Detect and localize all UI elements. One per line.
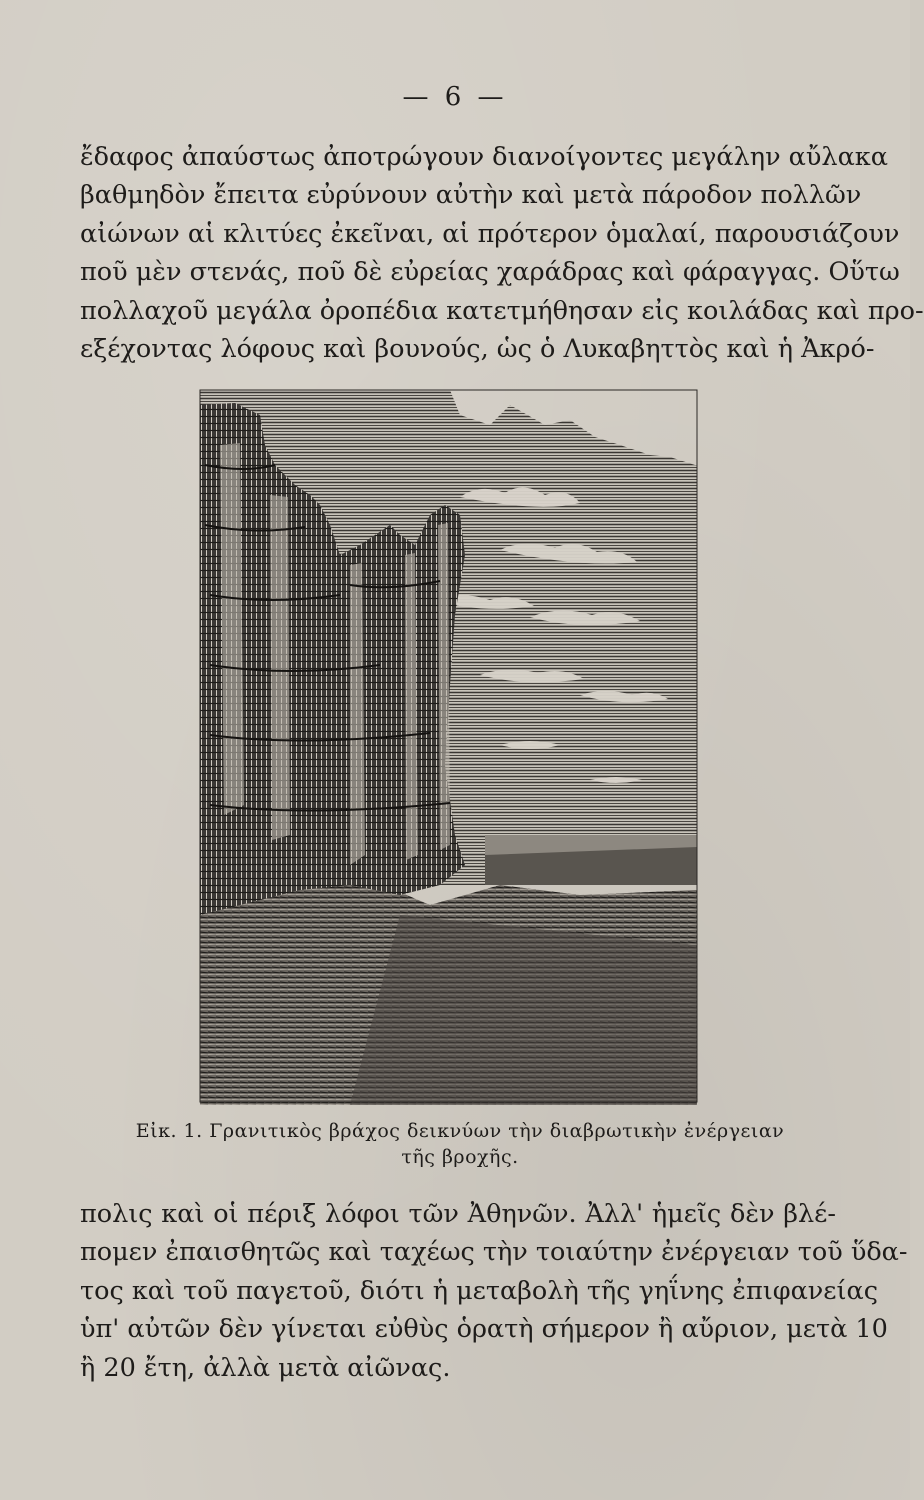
text-line: ὑπ' αὐτῶν δὲν γίνεται εὐθὺς ὁρατὴ σήμερον ἢ αὔριον, μετὰ 10 (80, 1314, 888, 1345)
text-line: πολις καὶ οἱ πέριξ λόφοι τῶν Ἀθηνῶν. Ἀλλ' ἡμεῖς δὲν βλέ- (80, 1199, 836, 1229)
text-line: ἢ 20 ἔτη, ἀλλὰ μετὰ αἰῶνας. (80, 1352, 451, 1383)
paragraph-top (80, 138, 924, 368)
text-line: τος καὶ τοῦ παγετοῦ, διότι ἡ μεταβολὴ τῆς γηΐνης ἐπιφανείας (80, 1275, 879, 1306)
page-number: — 6 — (402, 82, 508, 112)
figure-caption-continuation: τῆς βροχῆς. (401, 1146, 519, 1168)
text-line: πομεν ἐπαισθητῶς καὶ ταχέως τὴν τοιαύτην ἐνέργειαν τοῦ ὕδα- (80, 1237, 908, 1268)
paragraph-bottom (80, 1195, 908, 1387)
figure-caption: Εἰκ. 1. Γρανιτικὸς βράχος δεικνύων τὴν διαβρωτικὴν ἐνέργειαν (135, 1120, 785, 1142)
text-line: εξέχοντας λόφους καὶ βουνούς, ὡς ὁ Λυκαβηττὸς καὶ ἡ Ἀκρό- (80, 333, 875, 364)
text-line: βαθμηδὸν ἔπειτα εὐρύνουν αὐτὴν καὶ μετὰ πάροδον πολλῶν (80, 180, 862, 211)
text-line: ἔδαφος ἀπαύστως ἀποτρώγουν διανοίγοντες μεγάλην αὔλακα (80, 142, 888, 172)
text-line: αἰώνων αἱ κλιτύες ἐκεῖναι, αἱ πρότερον ὁμαλαί, παρουσιάζουν (80, 218, 900, 249)
granite-rock-engraving (200, 385, 710, 1105)
text-line: ποῦ μὲν στενάς, ποῦ δὲ εὐρείας χαράδρας καὶ φάραγγας. Οὕτω (80, 257, 900, 288)
text-line: πολλαχοῦ μεγάλα ὀροπέδια κατετμήθησαν εἰς κοιλάδας καὶ προ- (80, 295, 924, 326)
